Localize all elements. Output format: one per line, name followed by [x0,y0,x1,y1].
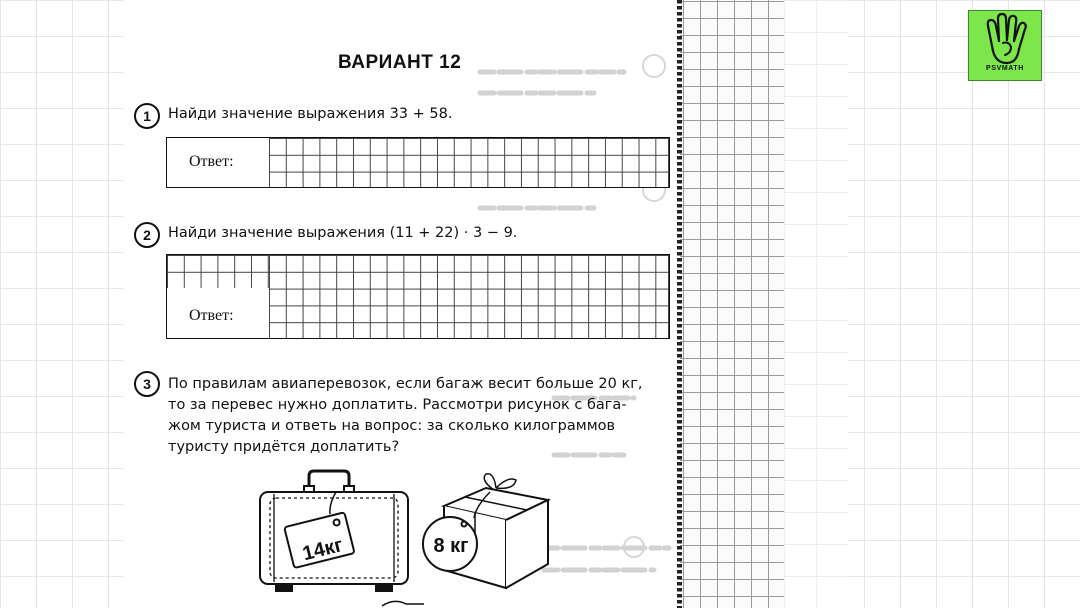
channel-logo-text: PSVMATH [986,65,1024,72]
perforation-edge [677,0,682,608]
suitcase-icon [260,471,408,591]
work-grid-2[interactable] [167,255,270,288]
answer-grid-1[interactable] [269,138,669,187]
question-3-text [168,374,642,458]
question-3-line: По правилам авиаперевозок, если багаж весит больше 20 кг, [168,376,643,392]
answer-label-2: Ответ: [189,307,234,324]
answer-box-2[interactable] [166,254,670,339]
question-1-number: 1 [134,103,160,129]
question-3-line: жом туриста и ответь на вопрос: за сколько килограммов [168,418,616,434]
gift-box-icon [423,474,548,588]
hand-four-fingers-icon [969,11,1041,67]
answer-grid-2[interactable] [269,255,669,338]
suitcase-weight-label: 14кг [300,534,346,566]
channel-logo [968,10,1042,81]
question-3-number: 3 [134,371,160,397]
answer-box-1[interactable] [166,137,670,188]
question-3-line: туристу придётся доплатить? [168,439,400,455]
question-2-number: 2 [134,222,160,248]
variant-title: ВАРИАНТ 12 [338,52,462,73]
luggage-illustration [124,466,564,608]
answer-label-1: Ответ: [189,153,234,170]
question-3-line: то за перевес нужно доплатить. Рассмотри рисунок с бага- [168,397,627,413]
faint-grid-margin [784,0,848,608]
question-2-text: Найди значение выражения (11 + 22) · 3 − 9. [168,225,518,241]
box-weight-label: 8 кг [433,535,469,557]
grid-paper-panel [680,0,784,608]
question-1-text: Найди значение выражения 33 + 58. [168,106,453,122]
